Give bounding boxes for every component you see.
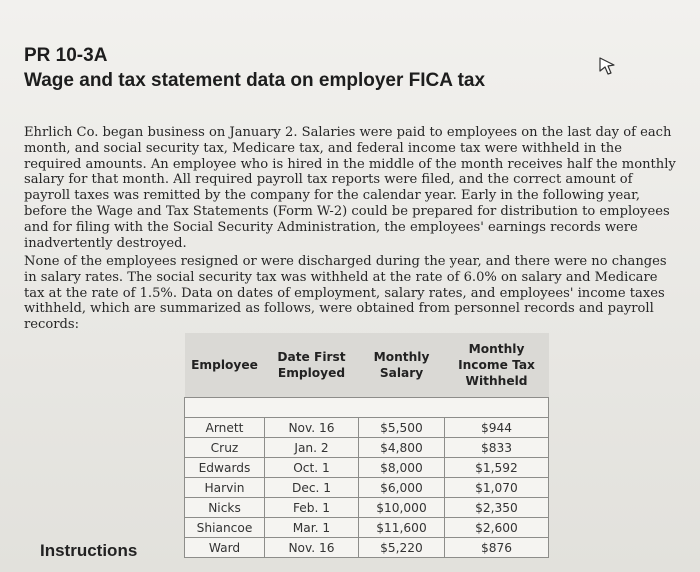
col-header-date-line1: Date First bbox=[277, 350, 346, 364]
cell-tax: $1,592 bbox=[445, 458, 549, 478]
table-row bbox=[185, 438, 549, 458]
rates-paragraph: None of the employees resigned or were discharged during the year, and there were no changes in salary rates. The social security tax was withheld at the rate of 6.0% on salary and Medicare tax at the rate of 1.5%. Data on dates of employment, salary rates, and employees' income taxes withheld, which are summarized as follows, were obtained from personnel records and payroll records: bbox=[24, 254, 667, 333]
cell-salary: $10,000 bbox=[359, 498, 445, 518]
employee-data-table bbox=[184, 333, 549, 558]
cell-date: Jan. 2 bbox=[265, 438, 359, 458]
cell-tax: $1,070 bbox=[445, 478, 549, 498]
cell-employee: Arnett bbox=[185, 418, 265, 438]
col-header-salary-line2: Salary bbox=[379, 366, 424, 380]
cell-tax: $2,350 bbox=[445, 498, 549, 518]
cell-tax: $2,600 bbox=[445, 518, 549, 538]
problem-heading bbox=[24, 44, 485, 94]
col-header-monthly-salary bbox=[359, 333, 445, 398]
table-header-row bbox=[185, 333, 549, 398]
col-header-employee-label: Employee bbox=[191, 358, 258, 372]
table-row bbox=[185, 418, 549, 438]
col-header-tax-line1: Monthly bbox=[468, 342, 525, 356]
cell-tax: $944 bbox=[445, 418, 549, 438]
intro-paragraph: Ehrlich Co. began business on January 2. Salaries were paid to employees on the last day of each month, and social security tax, Medicare tax, and federal income tax were withheld in the required amounts. An employee who is hired in the middle of the month receives half the monthly salary for that month. All required payroll tax reports were filed, and the correct amount of payroll taxes was remitted by the company for the calendar year. Early in the following year, before the Wage and Tax Statements (Form W-2) could be prepared for distribution to employees and for filing with the Social Security Administration, the employees' earnings records were inadvertently destroyed. bbox=[24, 125, 676, 251]
cell-salary: $5,220 bbox=[359, 538, 445, 558]
col-header-income-tax-withheld bbox=[445, 333, 549, 398]
cell-date: Oct. 1 bbox=[265, 458, 359, 478]
table-header-gap bbox=[185, 398, 549, 418]
col-header-tax-line2: Income Tax bbox=[458, 358, 535, 372]
problem-code: PR 10-3A bbox=[24, 45, 108, 66]
cell-employee: Shiancoe bbox=[185, 518, 265, 538]
cell-salary: $6,000 bbox=[359, 478, 445, 498]
cell-salary: $5,500 bbox=[359, 418, 445, 438]
col-header-date-first-employed bbox=[265, 333, 359, 398]
cell-date: Feb. 1 bbox=[265, 498, 359, 518]
table-row bbox=[185, 498, 549, 518]
table-row bbox=[185, 478, 549, 498]
cell-employee: Harvin bbox=[185, 478, 265, 498]
cell-salary: $4,800 bbox=[359, 438, 445, 458]
col-header-date-line2: Employed bbox=[277, 366, 346, 380]
problem-title: Wage and tax statement data on employer FICA tax bbox=[24, 70, 486, 91]
cell-tax: $876 bbox=[445, 538, 549, 558]
cell-employee: Nicks bbox=[185, 498, 265, 518]
table-row bbox=[185, 538, 549, 558]
cell-employee: Cruz bbox=[185, 438, 265, 458]
cell-date: Nov. 16 bbox=[265, 418, 359, 438]
col-header-salary-line1: Monthly bbox=[373, 350, 430, 364]
table-row bbox=[185, 458, 549, 478]
table-row bbox=[185, 518, 549, 538]
cell-tax: $833 bbox=[445, 438, 549, 458]
cell-date: Nov. 16 bbox=[265, 538, 359, 558]
mouse-pointer-icon bbox=[598, 56, 616, 76]
cell-date: Mar. 1 bbox=[265, 518, 359, 538]
col-header-tax-line3: Withheld bbox=[465, 374, 528, 388]
instructions-link[interactable]: Instructions bbox=[40, 541, 138, 560]
cell-date: Dec. 1 bbox=[265, 478, 359, 498]
cell-salary: $8,000 bbox=[359, 458, 445, 478]
col-header-employee bbox=[185, 333, 265, 398]
cell-employee: Ward bbox=[185, 538, 265, 558]
cell-salary: $11,600 bbox=[359, 518, 445, 538]
cell-employee: Edwards bbox=[185, 458, 265, 478]
